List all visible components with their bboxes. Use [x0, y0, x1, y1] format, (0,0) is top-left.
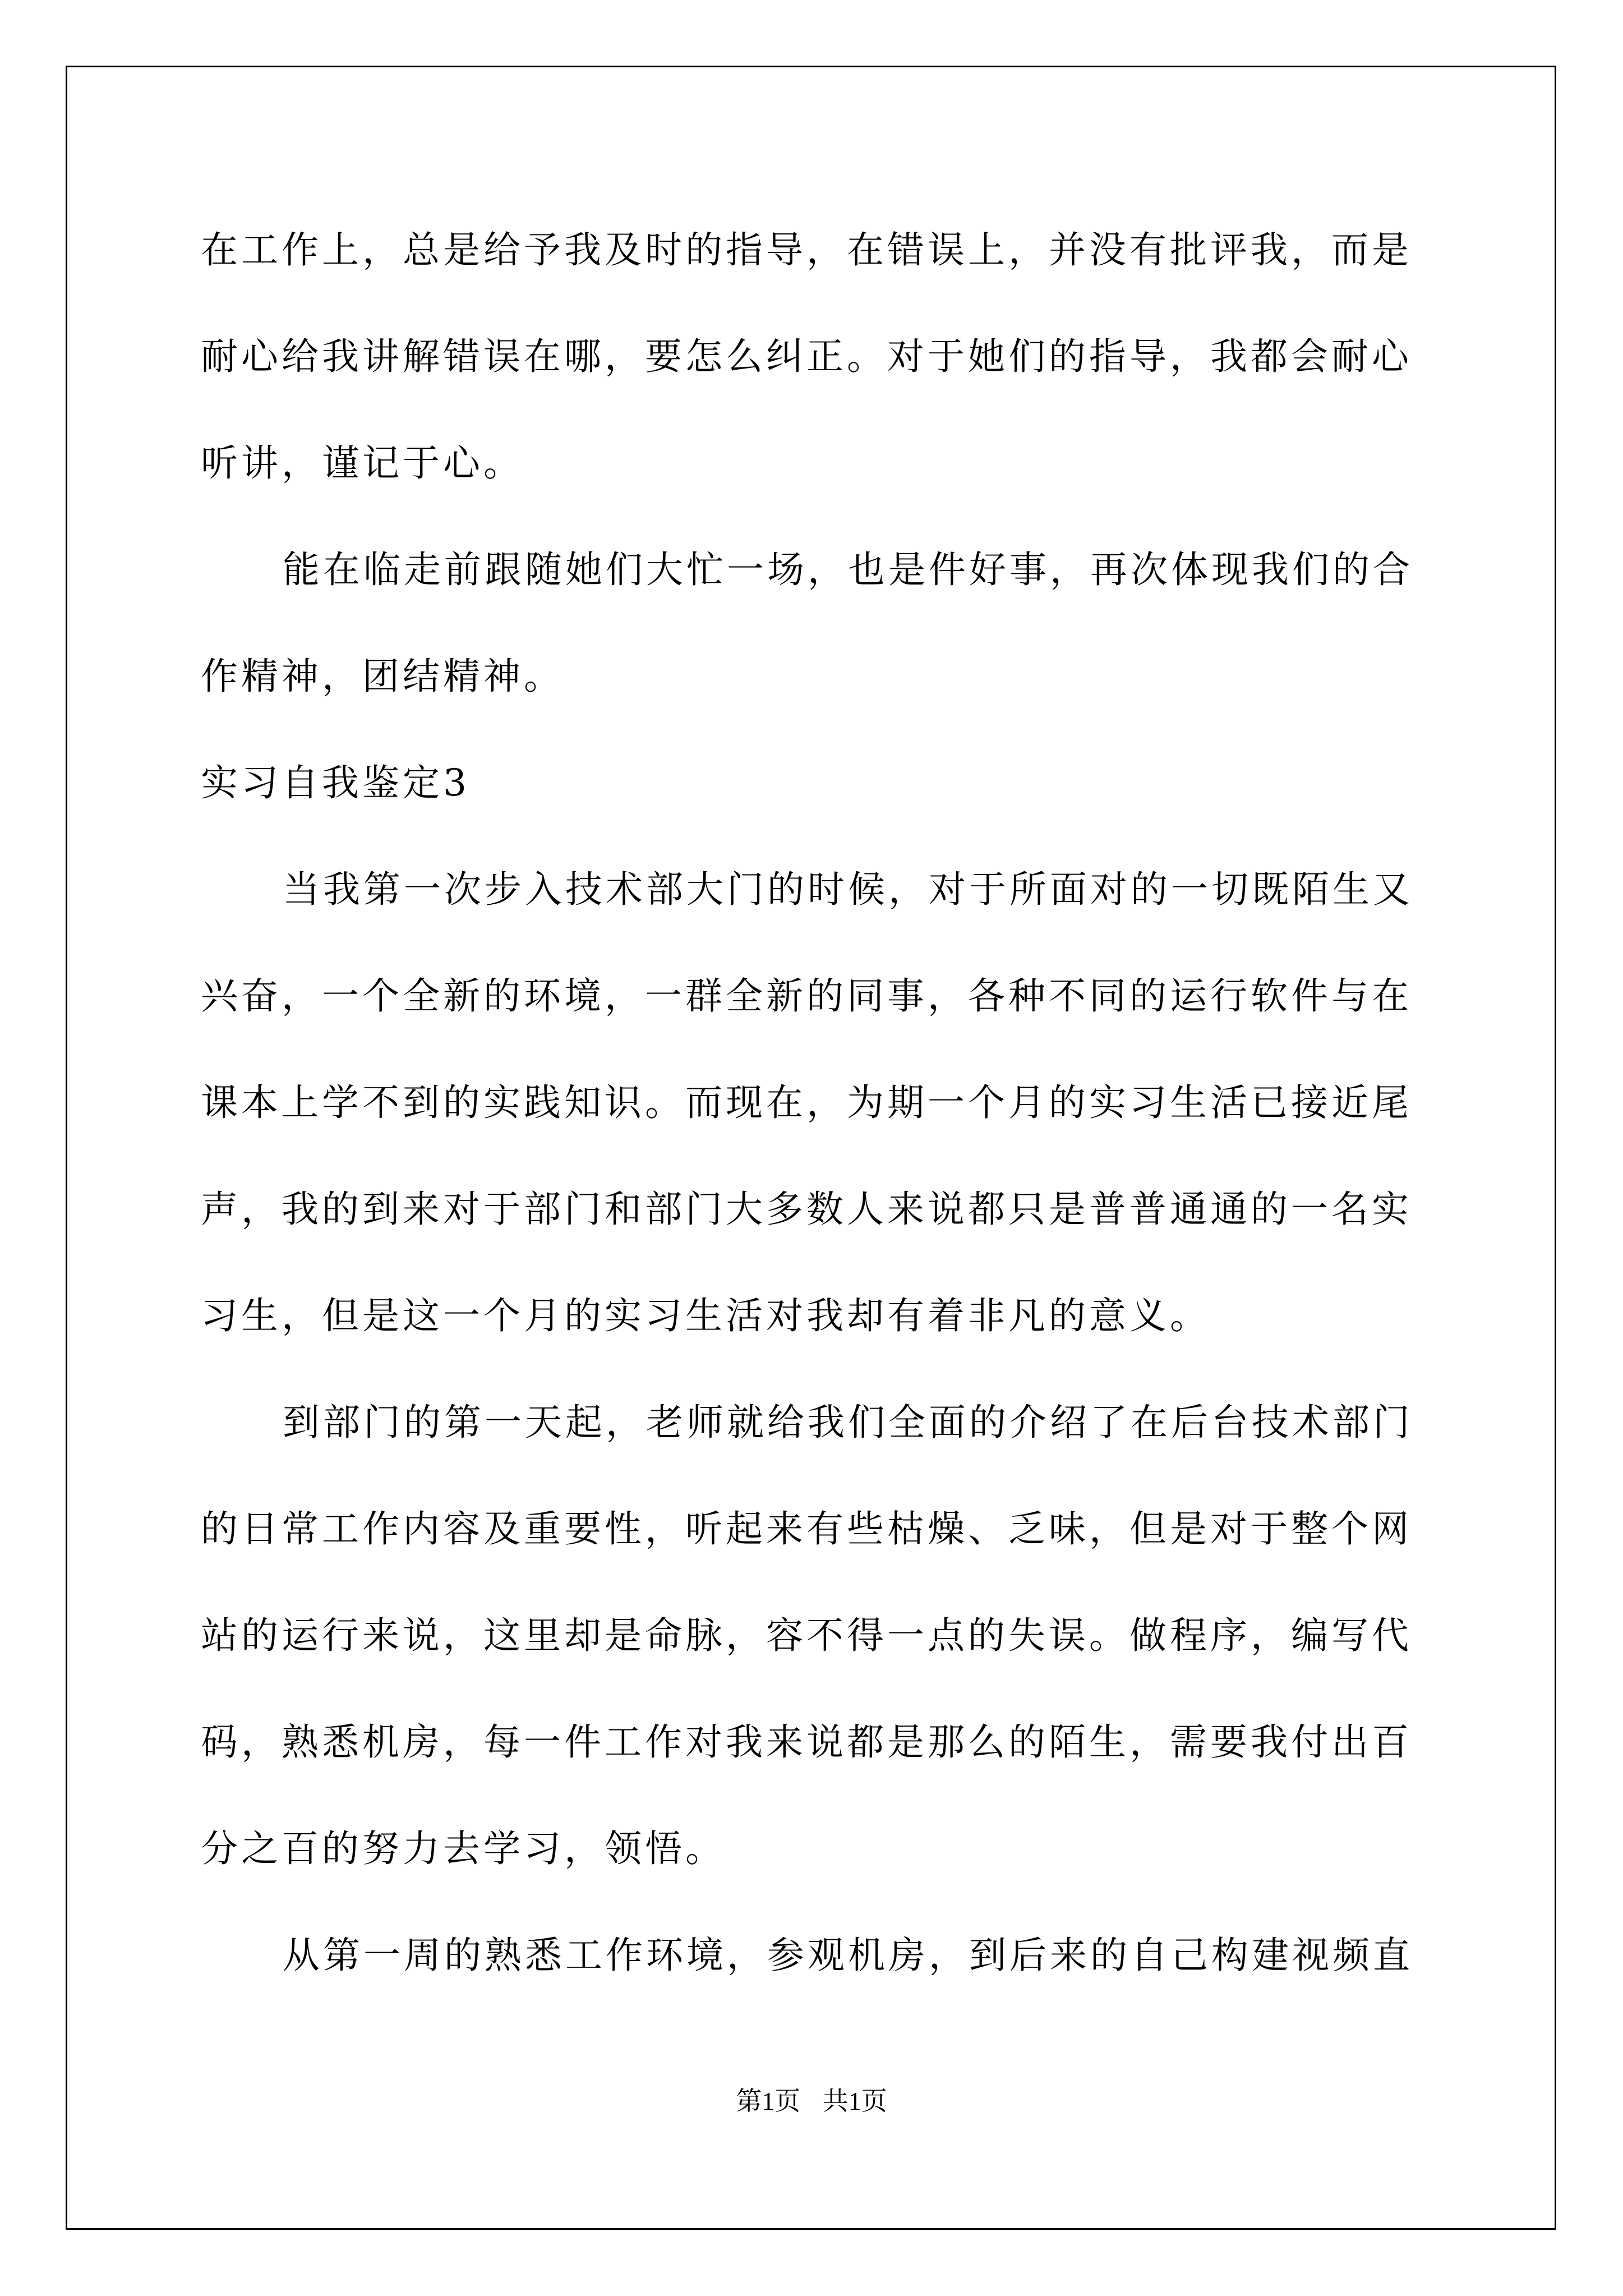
text-line: 分之百的努力去学习，领悟。 [201, 1827, 726, 1870]
text-line: 声，我的到来对于部门和部门大多数人来说都只是普普通通的一名实 [201, 1188, 1412, 1231]
text-line: 习生，但是这一个月的实习生活对我却有着非凡的意义。 [201, 1294, 1210, 1337]
page-number: 第1页 [736, 2087, 801, 2115]
text-line: 兴奋，一个全新的环境，一群全新的同事，各种不同的运行软件与在 [201, 974, 1412, 1018]
text-line: 耐心给我讲解错误在哪，要怎么纠正。对于她们的指导，我都会耐心 [201, 335, 1412, 378]
section-heading: 实习自我鉴定3 [201, 761, 470, 804]
paragraph-start-line: 当我第一次步入技术部大门的时候，对于所面对的一切既陌生又 [283, 868, 1413, 911]
text-line: 站的运行来说，这里却是命脉，容不得一点的失误。做程序，编写代 [201, 1614, 1412, 1657]
paragraph-start-line: 到部门的第一天起，老师就给我们全面的介绍了在后台技术部门 [283, 1401, 1413, 1444]
text-line: 在工作上，总是给予我及时的指导，在错误上，并没有批评我，而是 [201, 228, 1412, 272]
paragraph-start-line: 能在临走前跟随她们大忙一场，也是件好事，再次体现我们的合 [283, 548, 1413, 591]
text-line: 的日常工作内容及重要性，听起来有些枯燥、乏味，但是对于整个网 [201, 1507, 1412, 1550]
paragraph-start-line: 从第一周的熟悉工作环境，参观机房，到后来的自己构建视频直 [283, 1934, 1413, 1977]
text-line: 码，熟悉机房，每一件工作对我来说都是那么的陌生，需要我付出百 [201, 1720, 1412, 1764]
page-footer [0, 2085, 1623, 2118]
text-line: 作精神，团结精神。 [201, 655, 564, 698]
text-line: 听讲，谨记于心。 [201, 441, 524, 485]
page-total: 共1页 [822, 2087, 887, 2115]
text-line: 课本上学不到的实践知识。而现在，为期一个月的实习生活已接近尾 [201, 1081, 1412, 1124]
